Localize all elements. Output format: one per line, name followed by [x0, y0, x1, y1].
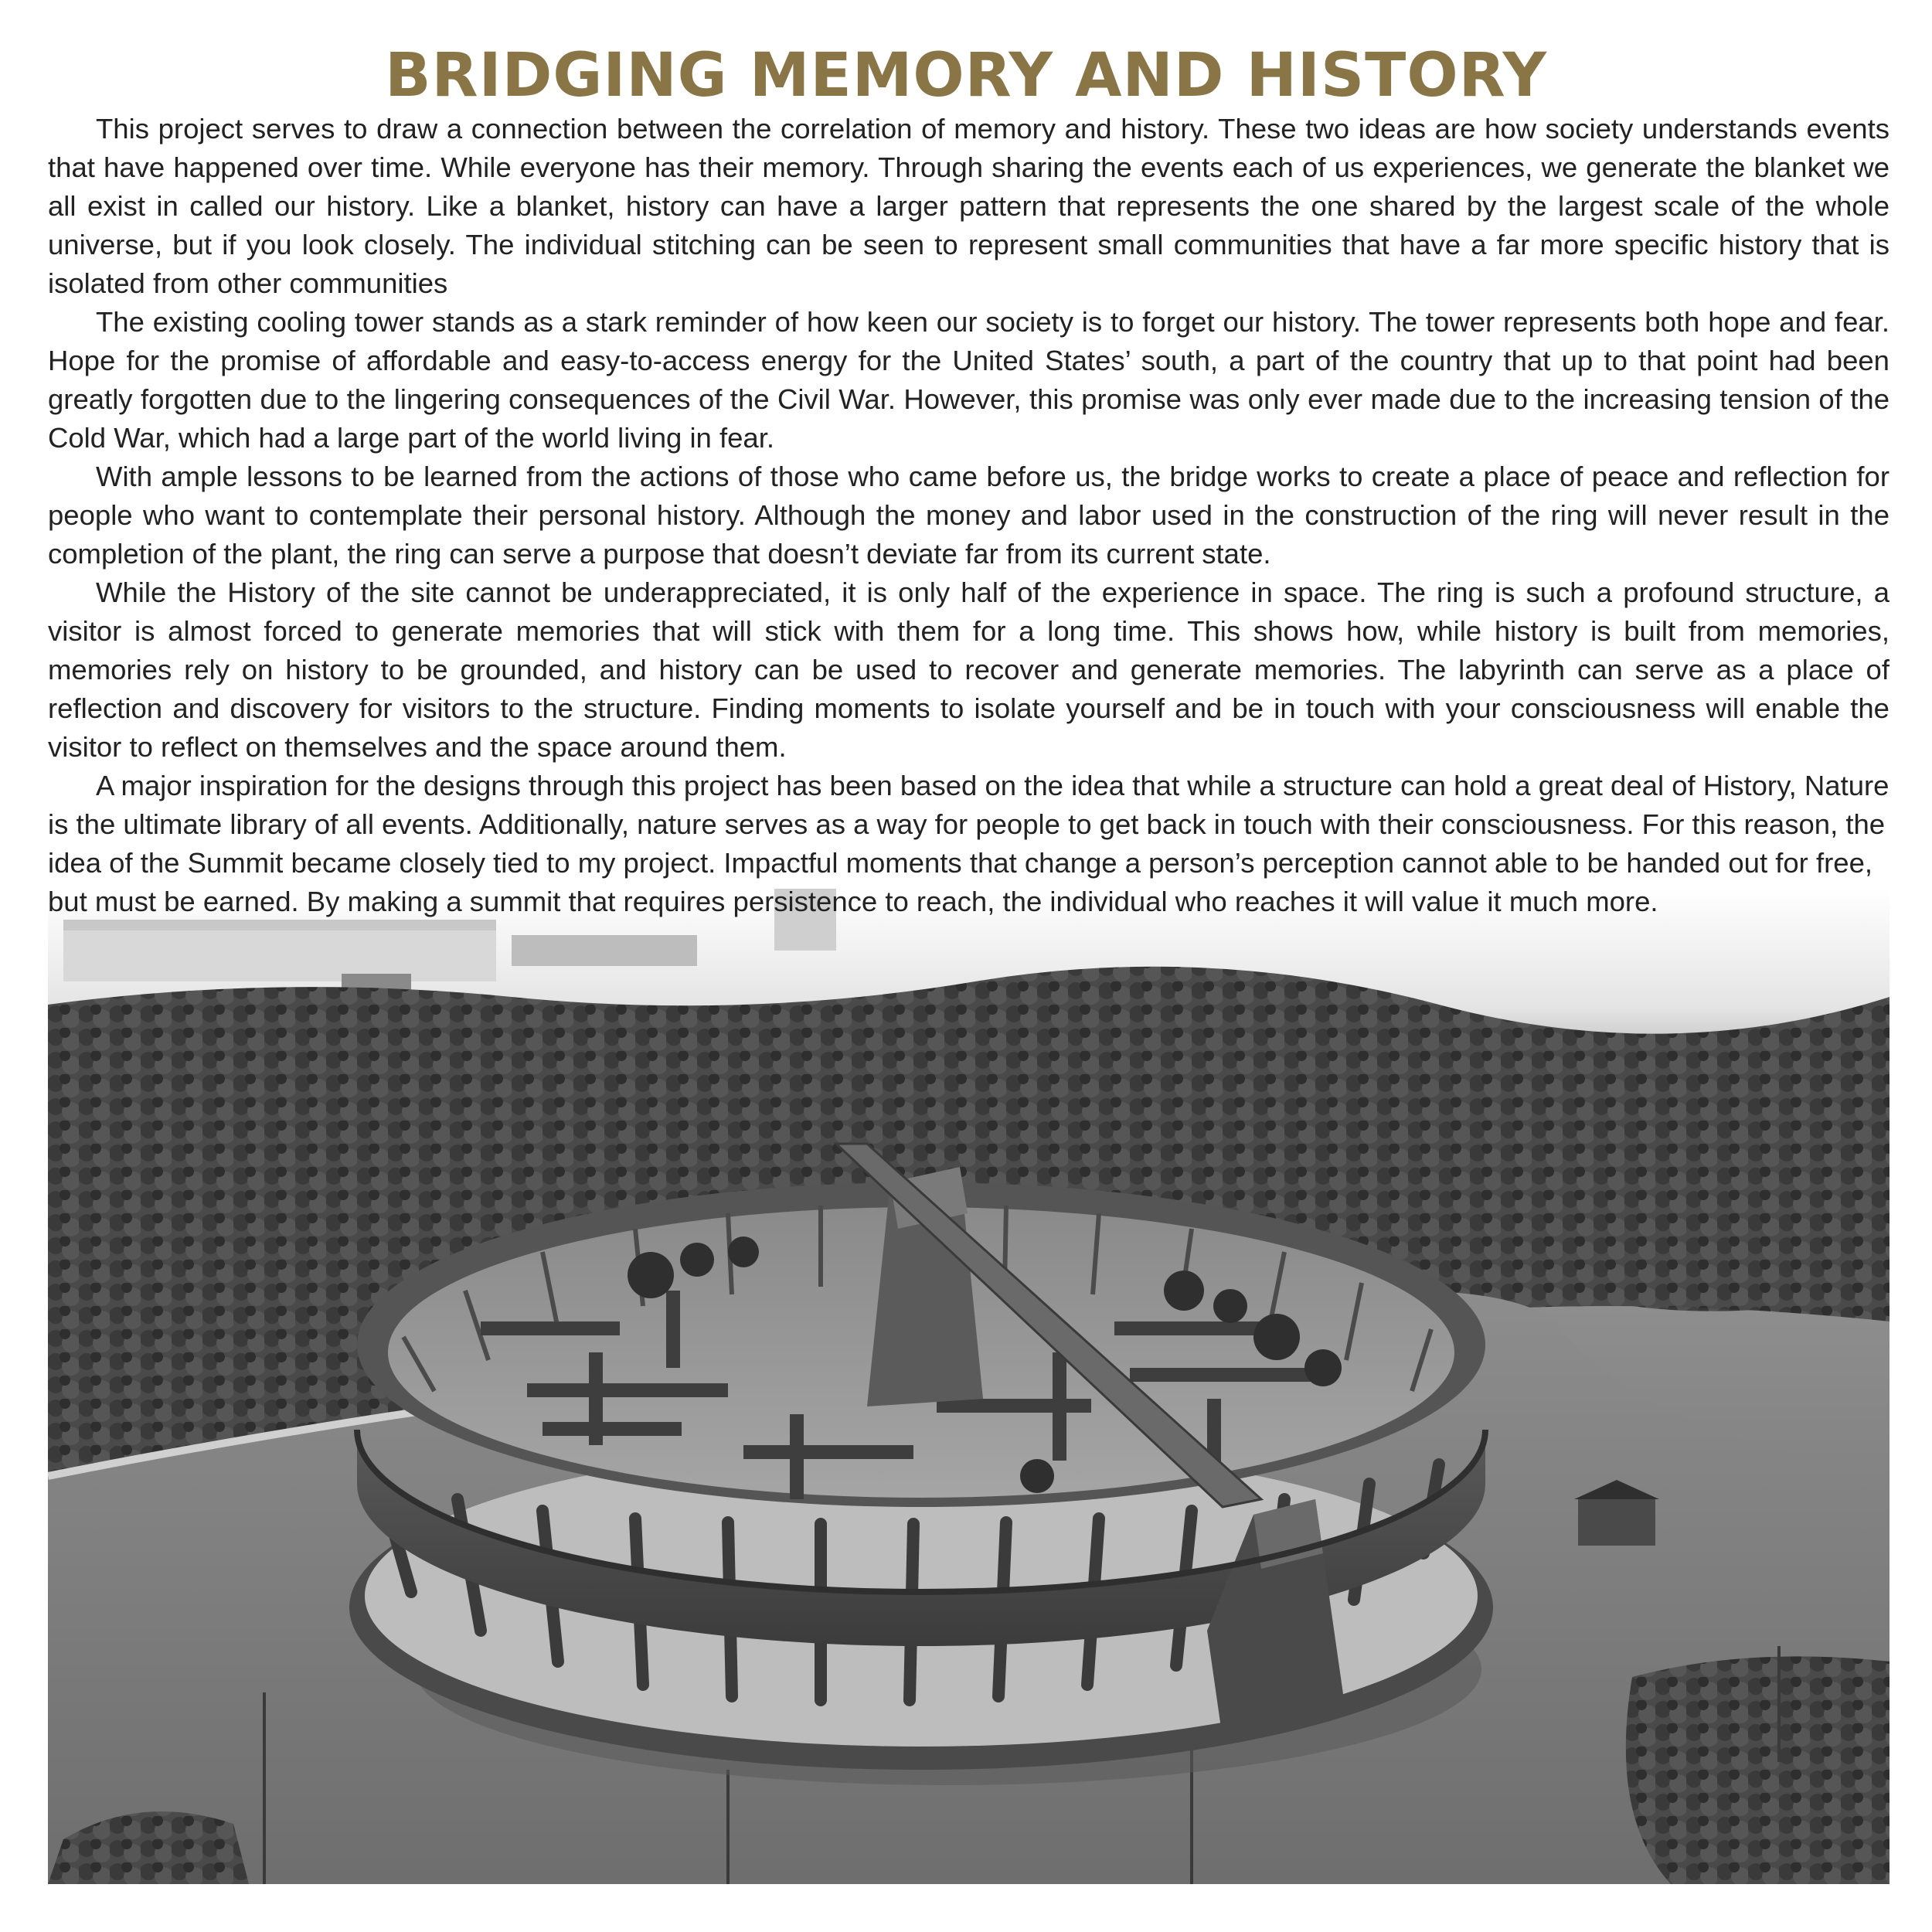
ring-structure-aerial-render-icon: [48, 889, 1889, 1884]
paragraph-3: With ample lessons to be learned from the actions of those who came before us, the bridge works to create a place of peace and reflection for people who want to contemplate their personal history. Although the money and labor used in the construction of the ring will never result in the completion of the plant, the ring can serve a purpose that doesn’t deviate far from its current state.: [48, 461, 1889, 570]
page-title: BRIDGING MEMORY AND HISTORY: [385, 41, 1547, 111]
paragraph-5: A major inspiration for the designs through this project has been based on the idea that while a structure can hold a great deal of History, Nature is the ultimate library of all events. Additionally, nature serves as a way for people to get back in touch with their consciousness. For this reason, the idea of the Summit became closely tied to my project. Impactful moments that change a person’s perception cannot able to be handed out for free, but must be earned. By making a summit that requires persistence to reach, the individual who reaches it will value it much more.: [48, 770, 1889, 917]
paragraph-4: While the History of the site cannot be underappreciated, it is only half of the experience in space. The ring is such a profound structure, a visitor is almost forced to generate memories that will stick with them for a long time. This shows how, while history is built from memories, memories rely on history to be grounded, and history can be used to recover and generate memories. The labyrinth can serve as a place of reflection and discovery for visitors to the structure. Finding moments to isolate yourself and be in touch with your consciousness will enable the visitor to reflect on themselves and the space around them.: [48, 577, 1889, 763]
body-text: [48, 110, 1889, 921]
paragraph-2: The existing cooling tower stands as a stark reminder of how keen our society is to forget our history. The tower represents both hope and fear. Hope for the promise of affordable and easy-to-access energy for the United States’ south, a part of the country that up to that point had been greatly forgotten due to the lingering consequences of the Civil War. However, this promise was only ever made due to the increasing tension of the Cold War, which had a large part of the world living in fear.: [48, 306, 1889, 454]
paragraph-1: This project serves to draw a connection between the correlation of memory and history. These two ideas are how society understands events that have happened over time. While everyone has their memory. Through sharing the events each of us experiences, we generate the blanket we all exist in called our history. Like a blanket, history can have a larger pattern that represents the one shared by the largest scale of the whole universe, but if you look closely. The individual stitching can be seen to represent small communities that have a far more specific history that is isolated from other communities: [48, 113, 1889, 299]
